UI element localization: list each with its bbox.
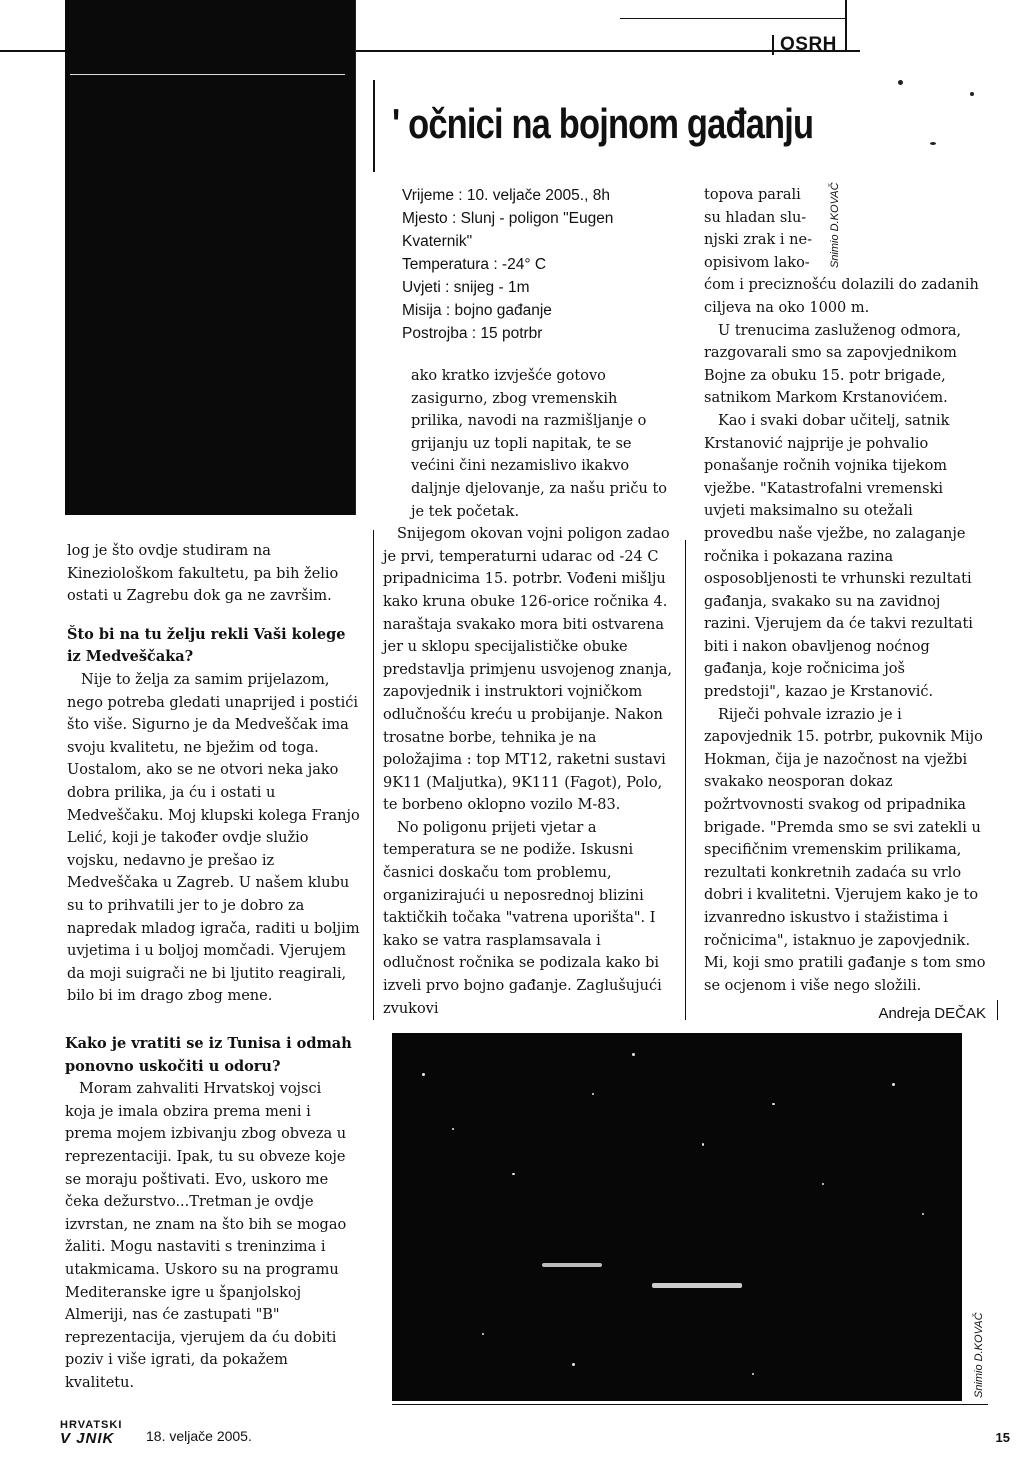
top-vertical-rule xyxy=(845,0,847,52)
fact-line: Misija : bojno gađanje xyxy=(402,302,552,319)
column-rule-mid xyxy=(685,540,686,1020)
page-number: 15 xyxy=(995,1430,1010,1445)
right-top-line: njski zrak i ne- xyxy=(704,232,812,249)
photo-credit-top: Snimio D.KOVAČ xyxy=(829,182,841,268)
interview-intro: log je što ovdje studiram na Kineziološkom fakultetu, pa bih želio ostati u Zagrebu dok ga ne završim. xyxy=(67,543,339,605)
middle-paragraph-3: No poligonu prijeti vjetar a temperatura se ne podiže. Iskusni časnici doskaču tom problemu, organizirajući u neposrednoj blizini taktičkih točaka "vatrena uporišta". I kako se vatra rasplamsavala i odlučnost ročnika se podizala kako bi izveli prvo bojno gađanje. Zaglušujući zvukovi xyxy=(383,819,662,1017)
interview-column-bottom xyxy=(65,1033,355,1395)
facts-box xyxy=(402,184,672,345)
headline-vertical-rule xyxy=(373,80,375,172)
fact-line: Mjesto : Slunj - poligon "Eugen Kvaternik" xyxy=(402,210,614,250)
fact-line: Vrijeme : 10. veljače 2005., 8h xyxy=(402,187,610,204)
photo-credit-bottom: Snimio D.KOVAČ xyxy=(973,1312,985,1398)
right-paragraph-1: ćom i preciznošću dolazili do zadanih ciljeva na oko 1000 m. xyxy=(704,277,979,316)
top-right-photo xyxy=(850,52,1024,177)
right-top-line: su hladan slu- xyxy=(704,209,807,226)
right-top-line: topova parali xyxy=(704,187,801,203)
interview-answer-2: Moram zahvaliti Hrvatskoj vojsci koja je imala obzira prema meni i prema mojem izbivanju zbog obveza u reprezentaciji. Ipak, tu su obveze koje se moraju poštivati. Evo, uskoro me čeka dežurstvo...Tretman je ovdje izvrstan, ne znam na što bih se mogao žaliti. Mogu nastaviti s treninzima i utakmicama. Uskoro su na programu Mediteranske igre u španjolskoj Almeriji, nas će zastupati "B" reprezentacija, vjerujem da ću dobiti poziv i više igrati, da pokažem kvalitetu. xyxy=(65,1081,347,1391)
fact-line: Temperatura : -24° C xyxy=(402,256,547,273)
interview-answer-1: Nije to želja za samim prijelazom, nego potreba gledati unaprijed i postići što više. Sigurno je da Medveščak ima svoju kvalitetu, ne bježim od toga. Uostalom, ako se ne otvori neka jako dobra prilika, ja ću i ostati u Medveščaku. Moj klupski kolega Franjo Lelić, koji je također ovdje služio vojsku, nedavno je prešao iz Medveščaka u Zagreb. U našem klubu su to prihvatili jer to je dobro za napredak mladog igrača, raditi u boljim uvjetima i u boljoj momčadi. Vjerujem da moji suigrači ne bi ljutito reagirali, bilo bi im drago zbog mene. xyxy=(67,671,360,1005)
column-rule-right xyxy=(997,1000,998,1020)
interview-question-1: Što bi na tu želju rekli Vaši kolege iz Medveščaka? xyxy=(67,625,346,666)
middle-paragraph-2: Snijegom okovan vojni poligon zadao je prvi, temperaturni udarac od -24 C pripadnicima 15. potrbr. Vođeni mišlju kako kruna obuke 126-orice ročnika 4. naraštaja svakako mora biti ostvarena jer u sklopu specijalističke obuke predstavlja primjenu usvojenog znanja, zapovjednik i instruktori vojničkom odlučnošću kreću u probijanje. Nakon trosatne borbe, tehnika je na položajima : top MT12, raketni sustavi 9K11 (Maljutka), 9K111 (Fagot), Polo, te borbeno oklopno vozilo M-83. xyxy=(383,526,672,814)
middle-column xyxy=(383,365,673,1020)
magazine-logo xyxy=(60,1418,140,1446)
right-paragraph-4: Riječi pohvale izrazio je i zapovjednik 15. potrbr, pukovnik Mijo Hokman, čija je nazočnost na vježbi svakako neosporan dokaz požrtvovnosti svakog od pripadnika brigade. "Premda smo se svi zatekli u specifičnim vremenskim prilikama, rezultati konkretnih zadaća su vrlo dobri i kvalitetni. Vjerujem kako je to izvanredno iskustvo i stažistima i ročnicima", istaknuo je zapovjednik. Mi, koji smo pratili gađanje s tom smo se ocjenom i više nego složili. xyxy=(704,706,986,994)
middle-paragraph-1: ako kratko izvješće gotovo zasigurno, zbog vremenskih prilika, navodi na razmišljanje o grijanju uz topli napitak, te se većini čini nezamislivo ikakvo daljnje djelovanje, za našu priču to je tek početak. xyxy=(411,368,668,520)
right-column xyxy=(704,184,986,1026)
issue-date: 18. veljače 2005. xyxy=(146,1428,252,1444)
top-left-photo xyxy=(65,0,356,515)
section-tag: OSRH xyxy=(772,34,837,56)
headline: ' očnici na bojnom gađanju xyxy=(392,100,814,147)
article-author: Andreja DEČAK xyxy=(878,1005,986,1023)
bottom-photo-rule xyxy=(392,1404,988,1405)
column-rule-left xyxy=(373,530,374,1020)
fact-line: Uvjeti : snijeg - 1m xyxy=(402,279,530,296)
interview-question-2: Kako je vratiti se iz Tunisa i odmah ponovno uskočiti u odoru? xyxy=(65,1035,352,1075)
right-top-line: opisivom lako- xyxy=(704,254,810,271)
bottom-photo xyxy=(392,1033,962,1401)
footer xyxy=(60,1418,1020,1458)
logo-top-text: HRVATSKI xyxy=(60,1419,123,1431)
interview-column-top xyxy=(67,540,363,1008)
right-paragraph-2: U trenucima zasluženog odmora, razgovarali smo sa zapovjednikom Bojne za obuku 15. potr brigade, satnikom Markom Krstanovićem. xyxy=(704,322,962,407)
top-rule-short xyxy=(620,18,845,19)
right-paragraph-3: Kao i svaki dobar učitelj, satnik Krstanović najprije je pohvalio ponašanje ročnih vojnika tijekom vježbe. "Katastrofalni vremenski uvjeti maksimalno su otežali provedbu naše vježbe, no zalaganje ročnika i pokazana razina osposobljenosti te vrhunski rezultati gađanja, svakako su na zavidnoj razini. Vjerujem da će takvi rezultati biti i nakon obavljenog noćnog gađanja, koje ročnicima još predstoji", kazao je Krstanović. xyxy=(704,412,973,701)
fact-line: Postrojba : 15 potrbr xyxy=(402,325,543,342)
logo-bottom-text: V JNIK xyxy=(60,1430,115,1447)
